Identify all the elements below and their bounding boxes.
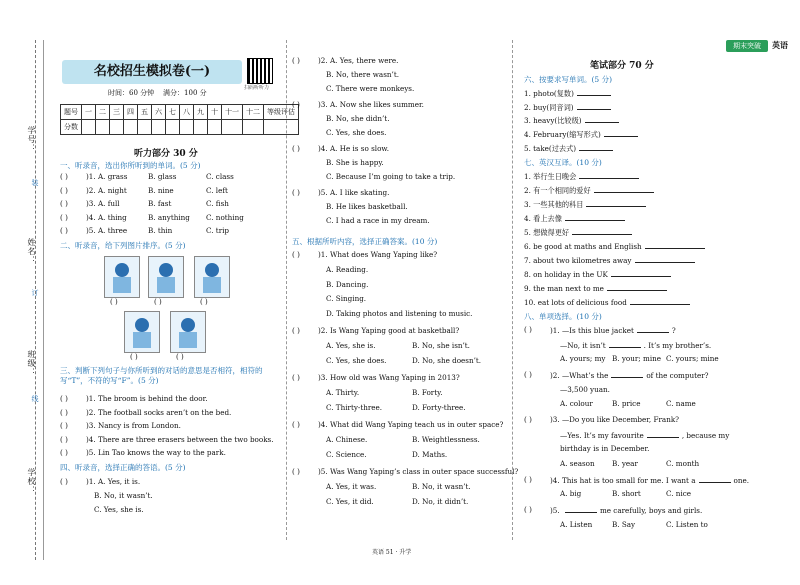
score-header-cell: 九 — [194, 105, 208, 120]
q6-item — [524, 102, 611, 113]
q2-picture — [194, 256, 230, 298]
q6-item — [524, 115, 619, 126]
answer-blank — [565, 505, 597, 513]
binding-mark: 装 — [31, 179, 39, 187]
answer-blank — [579, 171, 639, 179]
q7-item — [524, 199, 646, 210]
answer-paren: ( ) — [60, 212, 68, 222]
q4-1-option-b: B. No, it wasn’t. — [94, 491, 153, 500]
q8-question-text: ? — [671, 326, 676, 335]
answer-paren: ( ) — [524, 325, 532, 334]
q4-option-a: )5. A. I like skating. — [318, 188, 390, 197]
person-body — [133, 332, 151, 348]
q3-statement: )4. There are three erasers between the two books. — [86, 434, 274, 444]
school-label: 学校： — [27, 468, 36, 495]
q7-item — [524, 227, 632, 238]
q7-item-text: 2. 有一个相同的爱好 — [524, 186, 591, 195]
q7-item-text: 6. be good at maths and English — [524, 242, 642, 251]
binding-mark: 订 — [31, 289, 39, 297]
answer-paren: ( ) — [130, 353, 138, 361]
score-header-cell: 四 — [124, 105, 138, 120]
q1-option-b: B. thin — [148, 226, 173, 235]
q5-question: )1. What does Wang Yaping like? — [318, 250, 438, 259]
q6-item — [524, 129, 638, 140]
q6-item-text: 4. February(缩写形式) — [524, 130, 601, 140]
q3-heading: 三、判断下列句子与你所听到的对话的意思是否相符，相符的写“T”，不符的写“F”。(5 分) — [60, 366, 263, 385]
score-table-score-row — [61, 120, 299, 135]
q5-option: C. Yes, it did. — [326, 496, 374, 506]
q5-option: C. Singing. — [326, 294, 367, 303]
score-header-cell: 十 — [208, 105, 222, 120]
qr-code — [247, 58, 273, 84]
q5-question: )2. Is Wang Yaping good at basketball? — [318, 326, 460, 335]
q8-option: C. name — [666, 399, 696, 408]
q5-option: B. Forty. — [412, 388, 443, 397]
answer-blank — [607, 283, 667, 291]
q8-question-text: )1. —Is this blue jacket — [550, 326, 634, 335]
q8-question-text: of the computer? — [646, 371, 709, 380]
q3-statement: )2. The football socks aren’t on the bed. — [86, 407, 232, 417]
name-label: 姓名： — [27, 238, 36, 265]
answer-blank — [565, 213, 625, 221]
answer-paren: ( ) — [292, 56, 300, 65]
score-cell — [82, 120, 96, 135]
q8-option: B. price — [612, 399, 641, 408]
q5-option: D. Maths. — [412, 449, 448, 459]
q8-dialog-text: —3,500 yuan. — [560, 384, 610, 394]
answer-blank — [635, 255, 695, 263]
q5-option: C. Science. — [326, 449, 367, 459]
score-cell — [208, 120, 222, 135]
score-header-cell: 等级评估 — [264, 105, 299, 120]
q7-item-text: 8. on holiday in the UK — [524, 270, 608, 279]
q6-item-text: 5. take(过去式) — [524, 143, 577, 153]
score-header-cell: 十一 — [222, 105, 243, 120]
q5-option: D. No, it didn’t. — [412, 496, 469, 506]
q8-question — [550, 370, 709, 380]
q7-item — [524, 297, 690, 307]
q8-option: B. Say — [612, 519, 636, 529]
brand-logo: 期末突破 — [726, 40, 768, 52]
q7-item-text: 9. the man next to me — [524, 284, 604, 293]
answer-blank — [572, 227, 632, 235]
q5-option: A. Thirty. — [326, 388, 360, 397]
q5-option: B. Weightlessness. — [412, 435, 480, 444]
q5-option: D. No, she doesn’t. — [412, 355, 482, 365]
q8-dialog: birthday is in December. — [560, 444, 650, 453]
person-body — [113, 277, 131, 293]
q7-item — [524, 185, 654, 196]
q8-option: B. year — [612, 458, 638, 468]
q8-question — [550, 475, 749, 485]
q4-option-b: B. No, there wasn’t. — [326, 70, 399, 79]
q6-item — [524, 143, 613, 154]
answer-paren: ( ) — [292, 326, 300, 335]
person-body — [179, 332, 197, 348]
answer-blank — [637, 325, 669, 333]
answer-paren: ( ) — [60, 421, 68, 430]
score-cell — [138, 120, 152, 135]
answer-blank — [604, 129, 638, 137]
q1-option-c: C. left — [206, 185, 228, 195]
q5-option: A. Chinese. — [326, 435, 368, 444]
q5-option: D. Taking photos and listening to music. — [326, 308, 473, 318]
score-cell — [166, 120, 180, 135]
q8-question-text: )3. —Do you like December, Frank? — [550, 415, 680, 424]
q8-option: B. your; mine — [612, 354, 662, 363]
answer-blank — [586, 199, 646, 207]
answer-blank — [579, 143, 613, 151]
binding-mark: 线 — [31, 395, 39, 403]
q5-heading: 五、根据所听内容，选择正确答案。(10 分) — [292, 237, 438, 246]
answer-paren: ( ) — [60, 477, 68, 486]
q8-option: C. yours; mine — [666, 354, 719, 363]
score-header-cell: 六 — [152, 105, 166, 120]
answer-paren: ( ) — [524, 505, 532, 514]
q8-dialog-text: , because my — [681, 430, 730, 440]
q5-option: D. Forty-three. — [412, 402, 466, 412]
score-cell — [264, 120, 299, 135]
score-table-header-row — [61, 105, 299, 120]
answer-blank — [611, 269, 671, 277]
q4-option-c: C. There were monkeys. — [326, 84, 415, 93]
q7-item — [524, 255, 695, 265]
q4-option-a: )3. A. Now she likes summer. — [318, 100, 424, 109]
person-figure — [181, 318, 195, 332]
score-table — [60, 104, 299, 135]
answer-blank — [647, 430, 679, 438]
answer-paren: ( ) — [60, 199, 68, 208]
answer-blank — [699, 475, 731, 483]
q3-statement: )1. The broom is behind the door. — [86, 394, 208, 403]
q6-item-text: 1. photo(复数) — [524, 89, 574, 98]
answer-paren: ( ) — [110, 298, 118, 306]
q3-statement: )3. Nancy is from London. — [86, 421, 181, 430]
q7-item — [524, 241, 705, 251]
q8-option: A. colour — [560, 399, 593, 408]
q4-option-c: C. I had a race in my dream. — [326, 216, 430, 225]
q5-option: B. No, she isn’t. — [412, 341, 470, 350]
answer-blank — [577, 88, 611, 96]
answer-paren: ( ) — [60, 394, 68, 403]
q7-heading: 七、英汉互译。(10 分) — [524, 158, 602, 167]
q4-option-c: C. Because I’m going to take a trip. — [326, 172, 456, 181]
q8-question-text: )5. — [550, 506, 562, 515]
q8-dialog — [560, 385, 610, 394]
q4-heading: 四、听录音，选择正确的答语。(5 分) — [60, 463, 186, 472]
q8-option: A. big — [560, 489, 582, 498]
exam-meta — [108, 88, 207, 98]
q5-option: A. Yes, she is. — [326, 341, 376, 350]
answer-paren: ( ) — [60, 434, 68, 444]
q8-question — [550, 325, 676, 335]
q8-question-text: me carefully, boys and girls. — [599, 506, 703, 515]
listening-section-title: 听力部分 30 分 — [134, 149, 198, 159]
answer-blank — [585, 115, 619, 123]
score-cell — [110, 120, 124, 135]
score-cell — [222, 120, 243, 135]
q6-item-text: 2. buy(同音词) — [524, 102, 574, 112]
q5-question: )5. Was Wang Yaping’s class in outer space successful? — [318, 467, 519, 476]
score-header-cell: 八 — [180, 105, 194, 120]
exam-score: 满分：100 分 — [163, 89, 207, 97]
score-header-cell: 五 — [138, 105, 152, 120]
q7-item-text: 5. 想做得更好 — [524, 228, 570, 237]
q7-item — [524, 213, 625, 224]
score-cell — [152, 120, 166, 135]
answer-paren: ( ) — [524, 370, 532, 379]
answer-paren: ( ) — [292, 420, 300, 429]
q1-option-b: B. glass — [148, 172, 177, 181]
q1-option-c: C. nothing — [206, 212, 244, 222]
q4-1-num: )1. A. Yes, it is. — [86, 477, 141, 486]
q6-heading: 六、按要求写单词。(5 分) — [524, 75, 613, 84]
q8-heading: 八、单项选择。(10 分) — [524, 312, 602, 321]
q1-option-a: )2. A. night — [86, 185, 127, 195]
q5-option: A. Yes, it was. — [326, 482, 377, 491]
answer-blank — [577, 102, 611, 110]
person-figure — [115, 263, 129, 277]
answer-paren: ( ) — [524, 474, 532, 484]
subject-label: 英语 — [772, 40, 788, 50]
score-header-cell: 一 — [82, 105, 96, 120]
q7-item — [524, 283, 667, 293]
q8-option: C. nice — [666, 489, 692, 498]
score-header-cell: 七 — [166, 105, 180, 120]
q7-item-text: 7. about two kilometres away — [524, 256, 632, 265]
q1-option-a: )4. A. thing — [86, 212, 127, 222]
q8-dialog-text: . It’s my brother’s. — [643, 340, 712, 350]
answer-paren: ( ) — [292, 188, 300, 197]
q8-question — [550, 415, 679, 424]
written-section-title: 笔试部分 70 分 — [590, 61, 654, 71]
q8-dialog-text: —Yes. It’s my favourite — [560, 430, 644, 440]
person-figure — [135, 318, 149, 332]
q2-picture — [124, 311, 160, 353]
q8-question-text: )2. —What’s the — [550, 371, 609, 380]
score-cell — [243, 120, 264, 135]
score-cell — [180, 120, 194, 135]
q7-item-text: 3. 一些其他的科目 — [524, 200, 584, 209]
q8-option: A. Listen — [560, 519, 593, 529]
page-footer: 英语 51 · 升学 — [372, 549, 412, 556]
q8-option: A. season — [560, 458, 595, 468]
q4-option-a: )2. A. Yes, there were. — [318, 56, 399, 65]
q5-question: )4. What did Wang Yaping teach us in outer space? — [318, 420, 504, 429]
q1-option-c: C. class — [206, 172, 234, 181]
score-cell — [124, 120, 138, 135]
q4-option-b: B. He likes basketball. — [326, 202, 408, 211]
q4-option-b: B. She is happy. — [326, 158, 384, 167]
answer-paren: ( ) — [60, 226, 68, 235]
q8-dialog — [560, 430, 729, 440]
answer-blank — [594, 185, 654, 193]
q8-option: B. short — [612, 489, 641, 498]
answer-paren: ( ) — [200, 298, 208, 306]
q4-option-b: B. No, she didn’t. — [326, 114, 390, 123]
answer-blank — [609, 340, 641, 348]
q8-option: C. Listen to — [666, 519, 708, 529]
q3-statement: )5. Lin Tao knows the way to the park. — [86, 448, 226, 457]
person-body — [157, 277, 175, 293]
person-figure — [205, 263, 219, 277]
answer-paren: ( ) — [176, 353, 184, 361]
answer-paren: ( ) — [292, 373, 300, 382]
q5-option: B. No, it wasn’t. — [412, 482, 471, 491]
score-header-cell: 题号 — [61, 105, 82, 120]
person-body — [203, 277, 221, 293]
answer-blank — [630, 297, 690, 305]
q1-option-c: C. trip — [206, 226, 230, 235]
q8-option: A. yours; my — [560, 354, 606, 363]
q6-item-text: 3. heavy(比较级) — [524, 116, 582, 126]
answer-paren: ( ) — [524, 415, 532, 424]
q5-option: A. Reading. — [326, 265, 369, 274]
q1-option-c: C. fish — [206, 199, 229, 208]
class-label: 班级： — [27, 350, 36, 377]
answer-blank — [645, 241, 705, 249]
q7-item — [524, 269, 671, 279]
q4-1-option-c: C. Yes, she is. — [94, 505, 144, 514]
answer-paren: ( ) — [292, 250, 300, 259]
q1-option-a: )5. A. three — [86, 226, 128, 235]
score-row-label: 分数 — [61, 120, 82, 135]
column-divider — [512, 40, 513, 540]
q7-item-text: 10. eat lots of delicious food — [524, 298, 627, 307]
q4-option-a: )4. A. He is so slow. — [318, 144, 389, 153]
answer-paren: ( ) — [154, 298, 162, 306]
exam-title: 名校招生模拟卷(一) — [62, 60, 242, 84]
q8-question — [550, 505, 702, 515]
score-header-cell: 十二 — [243, 105, 264, 120]
answer-paren: ( ) — [60, 448, 68, 457]
q8-dialog-text: —No, it isn’t — [560, 340, 606, 350]
q1-option-b: B. fast — [148, 199, 172, 208]
q1-option-a: )1. A. grass — [86, 172, 128, 181]
q1-option-b: B. anything — [148, 212, 190, 222]
q8-dialog — [560, 340, 711, 350]
q8-question-text: )4. This hat is too small for me. I want a — [550, 475, 696, 485]
score-header-cell: 二 — [96, 105, 110, 120]
answer-paren: ( ) — [60, 185, 68, 195]
q7-item-text: 4. 看上去像 — [524, 214, 562, 223]
exam-time: 时间：60 分钟 — [108, 89, 155, 97]
qr-caption: 扫码听听力 — [244, 85, 270, 91]
q2-heading: 二、听录音，给下列图片排序。(5 分) — [60, 241, 186, 250]
answer-paren: ( ) — [292, 144, 300, 153]
answer-paren: ( ) — [60, 407, 68, 417]
q2-picture — [104, 256, 140, 298]
q5-question: )3. How old was Wang Yaping in 2013? — [318, 373, 460, 382]
student-id-label: 学号： — [27, 126, 36, 153]
q8-option: C. month — [666, 458, 700, 468]
person-figure — [159, 263, 173, 277]
answer-paren: ( ) — [292, 100, 300, 109]
binding-solid-line — [43, 40, 44, 560]
score-header-cell: 三 — [110, 105, 124, 120]
q1-option-a: )3. A. full — [86, 199, 120, 208]
score-cell — [96, 120, 110, 135]
q1-heading: 一、听录音，选出你所听到的单词。(5 分) — [60, 161, 201, 170]
q2-picture — [148, 256, 184, 298]
column-divider — [286, 40, 287, 540]
q5-option: C. Yes, she does. — [326, 355, 387, 365]
q7-item-text: 1. 举行生日晚会 — [524, 172, 577, 181]
q4-option-c: C. Yes, she does. — [326, 128, 387, 137]
q1-option-b: B. nine — [148, 185, 174, 195]
q8-question-text: one. — [733, 475, 749, 485]
q5-option: B. Dancing. — [326, 279, 369, 289]
score-cell — [194, 120, 208, 135]
answer-paren: ( ) — [292, 467, 300, 476]
q6-item — [524, 88, 611, 99]
q2-picture — [170, 311, 206, 353]
answer-paren: ( ) — [60, 172, 68, 181]
q7-item — [524, 171, 639, 182]
answer-blank — [611, 370, 643, 378]
q5-option: C. Thirty-three. — [326, 402, 383, 412]
